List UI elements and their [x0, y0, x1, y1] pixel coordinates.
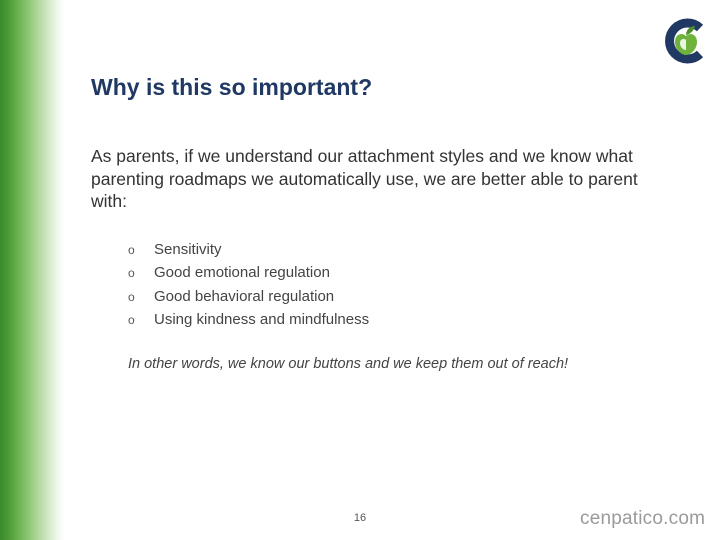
- bullet-list: [128, 240, 369, 333]
- slide-title: Why is this so important?: [91, 74, 373, 100]
- summary-note: In other words, we know our buttons and we keep them out of reach!: [128, 356, 569, 372]
- page-number: 16: [353, 512, 367, 524]
- bullet-item: [128, 287, 369, 310]
- cenpatico-logo-icon: [662, 16, 710, 66]
- bullet-marker: o: [128, 266, 135, 281]
- bullet-text: Using kindness and mindfulness: [154, 310, 370, 328]
- footer-brand: cenpatico.com: [580, 508, 706, 529]
- bullet-item: [128, 263, 369, 286]
- bullet-item: [128, 240, 369, 263]
- bullet-item: [128, 310, 369, 333]
- intro-paragraph: As parents, if we understand our attachment styles and we know what parenting roadmaps we automatically use, we are better able to parent with:: [91, 146, 638, 211]
- bullet-text: Sensitivity: [154, 241, 222, 258]
- bullet-text: Good emotional regulation: [154, 264, 330, 282]
- green-side-band: [0, 0, 64, 540]
- bullet-marker: o: [128, 312, 135, 327]
- bullet-marker: o: [128, 243, 135, 257]
- bullet-marker: o: [128, 289, 135, 304]
- bullet-text: Good behavioral regulation: [154, 287, 335, 305]
